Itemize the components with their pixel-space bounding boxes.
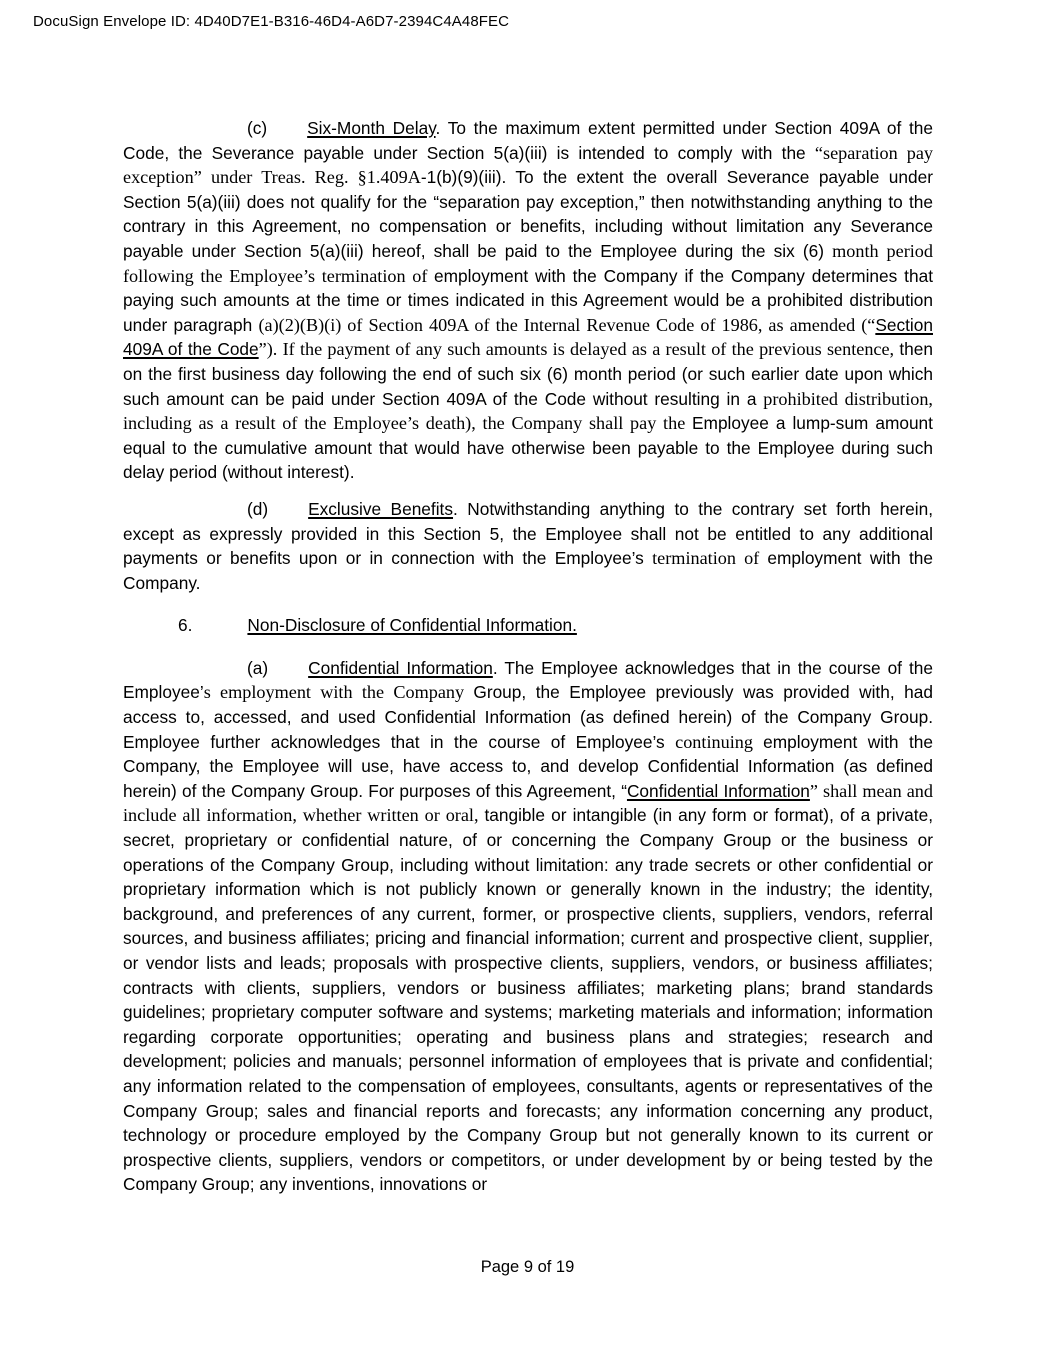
list-marker-c: (c) bbox=[247, 118, 268, 138]
paragraph-six-month-delay bbox=[123, 116, 933, 485]
text-run: employment with the Company, the Employee will use, have access to, and develop Confidential Information (as defined herein) of the Company Group. For purposes of this Agreement, “ bbox=[123, 731, 933, 801]
text-run: Section 409A of the Code bbox=[123, 314, 933, 360]
text-run: . The Employee acknowledges that in the course of the Employee’ bbox=[123, 657, 933, 703]
list-marker-a: (a) bbox=[247, 657, 269, 678]
text-run: termination of bbox=[652, 548, 768, 569]
text-run: (a)(2)(B)(i) of Section 409A of the Internal Revenue Code of 1986, as amended (“ bbox=[258, 314, 876, 335]
list-marker-d: (d) bbox=[247, 498, 269, 519]
paragraph-exclusive-benefits bbox=[123, 497, 933, 595]
docusign-envelope-id: DocuSign Envelope ID: 4D40D7E1-B316-46D4-A6D7-2394C4A48FEC bbox=[33, 13, 510, 30]
text-run: Confidential Information bbox=[626, 780, 810, 801]
text-run: “separation pay exception” under Treas. Reg. §1.409A bbox=[123, 142, 933, 188]
text-run: employment with the Company if the Company determines that paying such amounts at the time or times indicated in this Agreement would be a prohibited distribution under paragraph bbox=[123, 265, 933, 335]
text-run: s employment with the Company bbox=[203, 682, 474, 703]
text-run: Confidential Information bbox=[308, 657, 493, 678]
text-run: . To the maximum extent permitted under Section 409A of the Code, the Severance payable under Section 5(a)(iii) is intended to comply with the bbox=[123, 118, 933, 163]
text-run: tangible or intangible (in any form or format), of a private, secret, proprietary or confidential nature, of or concerning the Company Group or the business or operations of the Company Group, including without limitation: any trade secrets or other confidential or proprietary information which is not publicly known or generally known in the industry; the identity, background, and preferences of any current, former, or prospective clients, suppliers, vendors, referral sources, and business affiliates; pricing and financial information; current and prospective client, supplier, or vendor lists and leads; proposals with prospective clients, suppliers, vendors, or business affiliates; contracts with clients, suppliers, vendors or business affiliates; marketing plans; brand standards guidelines; proprietary computer software and systems; marketing materials and information; information regarding corporate opportunities; operating and business plans and strategies; research and development; policies and manuals; personnel information of employees that is private and confidential; any information related to the compensation of employees, consultants, agents or representatives of the Company Group; sales and financial reports and forecasts; any information concerning any product, technology or procedure employed by the Company Group but not generally known to its current or prospective clients, suppliers, vendors or competitors, or under development by or being tested by the Company Group; any inventions, innovations or bbox=[123, 805, 933, 1195]
text-run: . Notwithstanding anything to the contrary set forth herein, except as expressly provided in this Section 5, the Employee shall not be entitled to any additional payments or benefits upon or in connection with the Employee’s bbox=[123, 498, 934, 569]
text-run: ” shall mean and include all information, whether written or oral, bbox=[123, 780, 933, 826]
text-run: Employee a lump-sum amount equal to the cumulative amount that would have otherwise been payable to the Employee during such delay period (without interest). bbox=[123, 413, 933, 483]
text-run: -1(b)(9)(iii). To the extent the overall Severance payable under Section 5(a)(iii) does not qualify for the “separation pay exception,” then notwithstanding anything to the contrary in this Agreement, no compensation or benefits, including without limitation any Severance payable under Section 5(a)(iii) hereof, shall be paid to the Employee during the six (6) bbox=[123, 167, 933, 261]
section-heading-non-disclosure bbox=[123, 613, 933, 638]
page-number: Page 9 of 19 bbox=[480, 1258, 575, 1276]
text-run: employment with the Company. bbox=[123, 548, 933, 593]
text-run: ”). If the payment of any such amounts is delayed as a result of the previous sentence, bbox=[258, 339, 900, 360]
paragraph-confidential-information bbox=[123, 656, 933, 1197]
text-run: Exclusive Benefits bbox=[308, 498, 454, 519]
text-run: Six-Month Delay bbox=[307, 118, 436, 138]
document-body bbox=[123, 116, 933, 1209]
text-run: Group, the Employee previously was provided with, had access to, accessed, and used Confidential Information (as defined herein) of the Company Group. Employee further acknowledges that in the course of Employee’s bbox=[123, 682, 934, 752]
text-run: then on the first business day following the end of such six (6) month period (or such earlier date upon which such amount can be paid under Section 409A of the Code without resulting in a bbox=[123, 339, 933, 409]
text-run: prohibited distribution, including as a result of the Employee’s death), the Company shall pay the bbox=[123, 388, 933, 434]
section-number: 6. bbox=[178, 615, 193, 636]
text-run: continuing bbox=[675, 731, 764, 752]
text-run: Non-Disclosure of Confidential Information. bbox=[247, 615, 577, 636]
text-run: month period following the Employee’s termination of bbox=[123, 240, 933, 286]
